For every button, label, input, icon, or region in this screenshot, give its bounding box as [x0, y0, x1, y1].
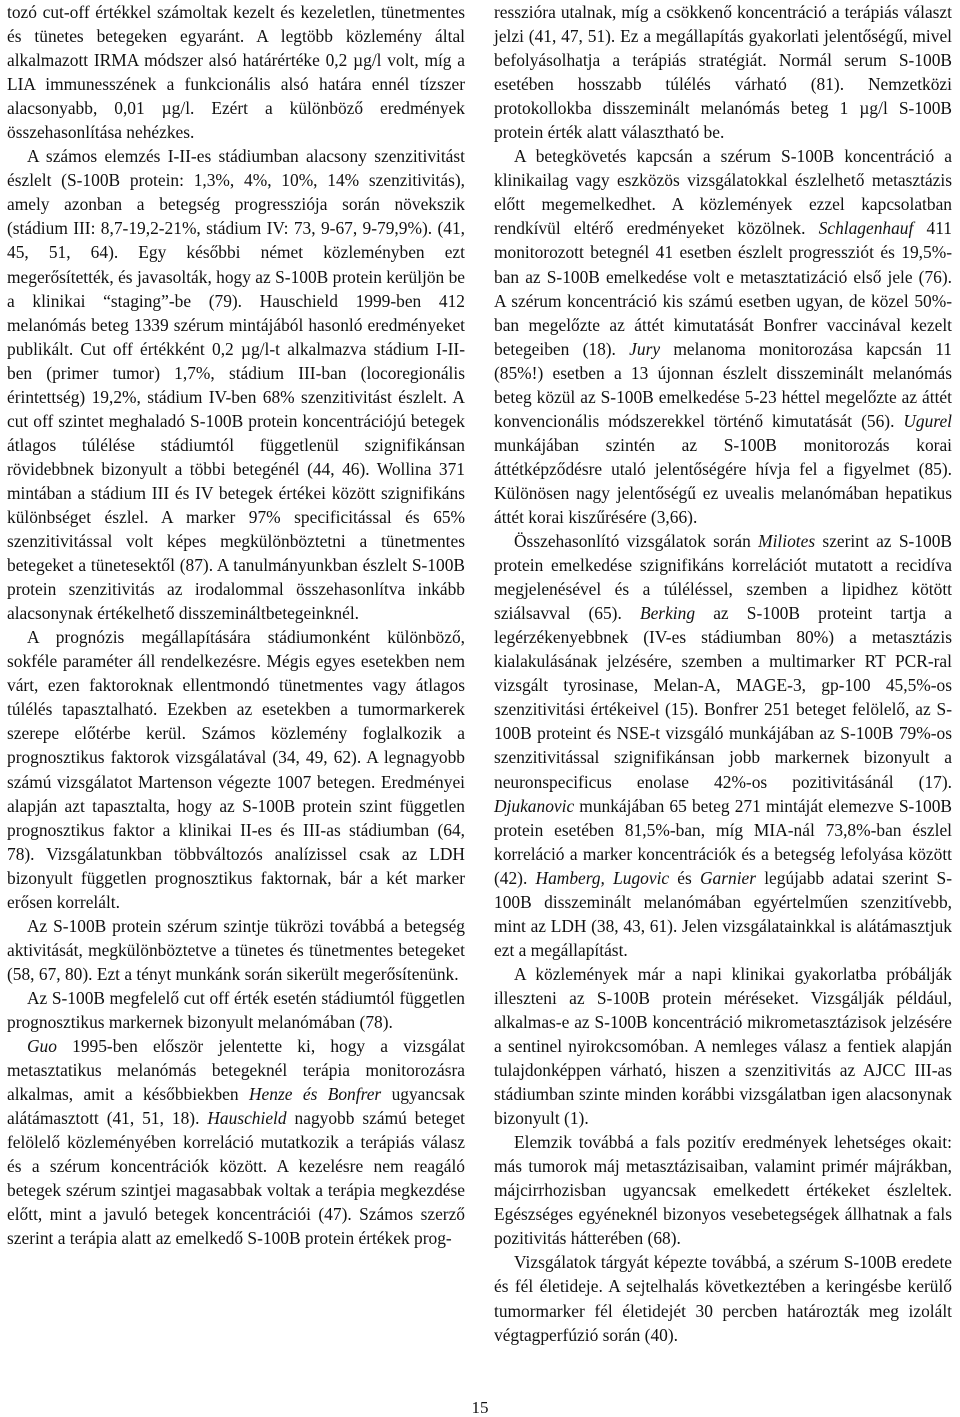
paragraph: Elemzik továbbá a fals pozitív eredmények lehetséges okait: más tumorok máj metasztázisaiban, valamint primér májrákban, májcirrhozisban ugyancsak emelkedett értékeket észleltek. Egészséges egyéneknél bizonyos vesebetegségek állhatnak a fals pozitivitás hátterében (68). — [494, 1132, 952, 1249]
text-run: melanoma monitorozása kapcsán 11 (85%!) esetben a 13 újonnan észlelt disszeminált melanómás beteg közül az S-100B emelkedése 5-23 héttel megelőzte az áttét konvencionális módszerekkel történő kimutatását (56). — [494, 338, 952, 431]
author-name: Schlagenhauf — [818, 218, 914, 239]
paragraph: resszióra utalnak, míg a csökkenő koncentráció a terápiás választ jelzi (41, 47, 51). Ez a megállapítás gyakorlati jelentőségű, mivel befolyásolhatja a terápiás stratégiát. Normál serum S-100B esetében hosszabb túlélés várható (81). Nemzetközi protokollokba disszeminált melanómás beteg 1 µg/l S-100B protein érték alatt választható be. — [494, 2, 952, 143]
text-run: ugyancsak alátámasztott (41, 51, 18). — [7, 1084, 465, 1129]
author-name: Miliotes — [758, 531, 816, 552]
author-name: Guo — [27, 1036, 57, 1057]
author-name: Jury — [629, 338, 661, 359]
paragraph: tozó cut-off értékkel számoltak kezelt és kezeletlen, tünetmentes és tünetes betegeken egyaránt. A legtöbb közlemény által alkalmazott IRMA módszer alsó határértéke 0,2 µg/l volt, míg a LIA immunesszének a funkcionális alsó határa ennél tízszer alacsonyabb, 0,01 µg/l. Ezért a különböző eredmények összehasonlítása nehézkes. — [7, 2, 465, 143]
text-run: szerint az S-100B protein emelkedése szignifikáns korrelációt mutatott a recidíva megjelenésével és a túléléssel, szemben a lipidhez kötött sziálsavval (65). — [494, 531, 952, 624]
author-name: Berking — [639, 603, 696, 624]
author-name: Hauschield — [207, 1108, 287, 1129]
text-run: és — [669, 867, 700, 888]
author-name: Henze és Bonfrer — [249, 1084, 382, 1105]
paragraph — [7, 1034, 465, 1250]
page-number: 15 — [471, 1398, 489, 1417]
text-run: legújabb adatai szerint S-100B disszeminált melanómában egyértelműen szenzitívebb, mint az LDH (38, 43, 61). Jelen vizsgálatainkkal is alátámasztjuk ezt a megállapítást. — [494, 867, 952, 960]
text-run: az S-100B proteint tartja a legérzékenyebbnek (IV-es stádiumban 80%) a metasztázis kialakulásának jelzésére, szemben a multimarker RT PCR-ral vizsgált tyrosinase, Melan-A, MAGE-3, gp-100 45,5%-os szenzitivitási értékeivel (15). Bonfrer 251 beteget felölelő, az S-100B proteint és NSE-t vizsgáló munkájában az S-100B 79%-os szenzitivitással szignifikánsan jobb markernek bizonyult a neuronspecificus enolase 42%-os pozitivitásánál (17). — [494, 603, 953, 792]
author-name: Garnier — [699, 867, 757, 888]
paragraph: Az S-100B protein szérum szintje tükrözi továbbá a betegség aktivitását, megkülönböztetve a tünetes és tünetmentes betegeket (58, 67, 80). Ezt a tényt munkánk során sikerült megerősítenünk. — [7, 915, 465, 984]
text-run: A betegkövetés kapcsán a szérum S-100B koncentráció a klinikailag vagy eszközös vizsgálatokkal észlelhető metasztázis előtt megemelkedhet. A közlemények ezzel kapcsolatban rendkívül eltérő eredményeket közölnek. — [494, 146, 952, 239]
paragraph — [494, 144, 952, 529]
right-text-column — [494, 0, 952, 1347]
text-run: 411 monitorozott betegnél 41 esetben észlelt progressziót és 19,5%-ban az S-100B emelkedése volt e metasztatizáció első jele (76). A szérum koncentráció kis számú esetben ugyan, de közel 50%-ban megelőzte az áttét kimutatását Bonfrer vaccinával kezelt betegeiben (18). — [494, 218, 952, 359]
paragraph: Az S-100B megfelelő cut off érték esetén stádiumtól független prognosztikus markernek bizonyult melanómában (78). — [7, 987, 465, 1032]
paragraph — [494, 529, 952, 962]
paragraph: A számos elemzés I-II-es stádiumban alacsony szenzitivitást észlelt (S-100B protein: 1,3%, 4%, 10%, 14% szenzitivitás), amely azonban a betegség progressziója során növekszik (stádium III: 8,7-19,2-21%, stádium IV: 73, 9-67, 9-79,9%). (41, 45, 51, 64). Egy későbbi német közleményben ezt megerősítették, és javasolták, hogy az S-100B protein kerüljön be a klinikai “staging”-be (79). Hauschield 1999-ben 412 melanómás beteg 1339 szérum mintájából hasonló eredményeket publikált. Cut off értékként 0,2 µg/l-t alkalmazva stádium I-II-ben (primer tumor) 1,7%, stádium III-ban (locoregionális érintettség) 19,2%, stádium IV-ben 68% szenzitivitást észlelt. A cut off szintet meghaladó S-100B protein koncentrációjú betegek átlagos túlélése stádiumtól függetlenül szignifikánsan rövidebbnek bizonyult a többi betegénél (44, 46). Wollina 371 mintában a stádium III és IV betegek értékei között szignifikáns különbséget észlel. A marker 97% specificitással és 65% szenzitivitással volt képes megkülönböztetni a tünetmentes betegeket a tünetesektől (87). A tanulmányunkban észlelt S-100B protein szenzitivitás az irodalommal összehasonlítva inkább alacsonynak értékelhető disszemináltbetegeinknél. — [7, 146, 465, 624]
left-text-column — [7, 0, 465, 1250]
text-run: munkájában szintén az S-100B monitorozás korai áttétképződésre utaló jelentőségére hívja fel a figyelmet (85). Különösen nagy jelentőségű ez uvealis melanómában hepatikus áttét korai kiszűrésére (3,66). — [494, 434, 952, 527]
text-run: munkájában 65 beteg 271 mintáját elemezve S-100B protein esetében 81,5%-ban, míg MIA-nál 73,8%-ban észlel korreláció a marker koncentrációk és a betegség lefolyása között (42). — [494, 795, 952, 888]
text-run: 1995-ben először jelentette ki, hogy a vizsgálat metasztatikus melanómás betegeknél terápia monitorozásra alkalmas, amit a későbbiekben — [7, 1036, 465, 1105]
author-name: Djukanovic — [494, 795, 575, 816]
paragraph: A közlemények már a napi klinikai gyakorlatba próbálják illeszteni az S-100B protein méréseket. Vizsgálják például, alkalmas-e az S-100B koncentráció mikrometasztázisok jelzésére a sentinel nyirokcsomóban. A nemleges válasz a fentiek alapján tulajdonképpen várható, hiszen a szenzitivitás az AJCC III-as stádiumban szinte minden korábbi vizsgálatban igen alacsonynak bizonyult (1). — [494, 963, 952, 1129]
text-run: nagyobb számú beteget felölelő közleményében korreláció mutatkozik a terápiás válasz és a szérum koncentrációk között. A kezelésre nem reagáló betegek szérum szintjei magasabbak voltak a terápia megkezdése előtt, mint a javuló betegek koncentrációi (47). Számos szerző szerint a terápia alatt az emelkedő S-100B protein értékek prog- — [7, 1108, 465, 1249]
author-name: Hamberg, Lugovic — [535, 867, 670, 888]
paragraph: Vizsgálatok tárgyát képezte továbbá, a szérum S-100B eredete és fél életideje. A sejtelhalás következtében a keringésbe kerülő tumormarker fél életidejét 30 percben határozták meg izolált végtagperfúzió során (40). — [494, 1252, 952, 1345]
text-run: Összehasonlító vizsgálatok során — [514, 531, 759, 552]
author-name: Ugurel — [903, 410, 952, 431]
paragraph: A prognózis megállapítására stádiumonként különböző, sokféle paraméter áll rendelkezésre. Mégis egyes esetekben nem várt, ezen faktoroknak ellentmondó tünetmentes vagy átlagos túlélés tapasztalható. Ezekben az esetekben a tumormarkerek szerepe előtérbe kerül. Számos közlemény foglalkozik a prognosztikus faktorok vizsgálatával (34, 49, 62). A legnagyobb számú vizsgálatot Martenson végezte 1007 betegen. Eredményei alapján azt tapasztalta, hogy az S-100B protein szint független prognosztikus faktor a klinikai II-es és III-as stádiumban (64, 78). Vizsgálatunkban többváltozós analízissel csak az LDH bizonyult független prognosztikus faktornak, bár a két marker erősen korrelált. — [7, 627, 465, 912]
